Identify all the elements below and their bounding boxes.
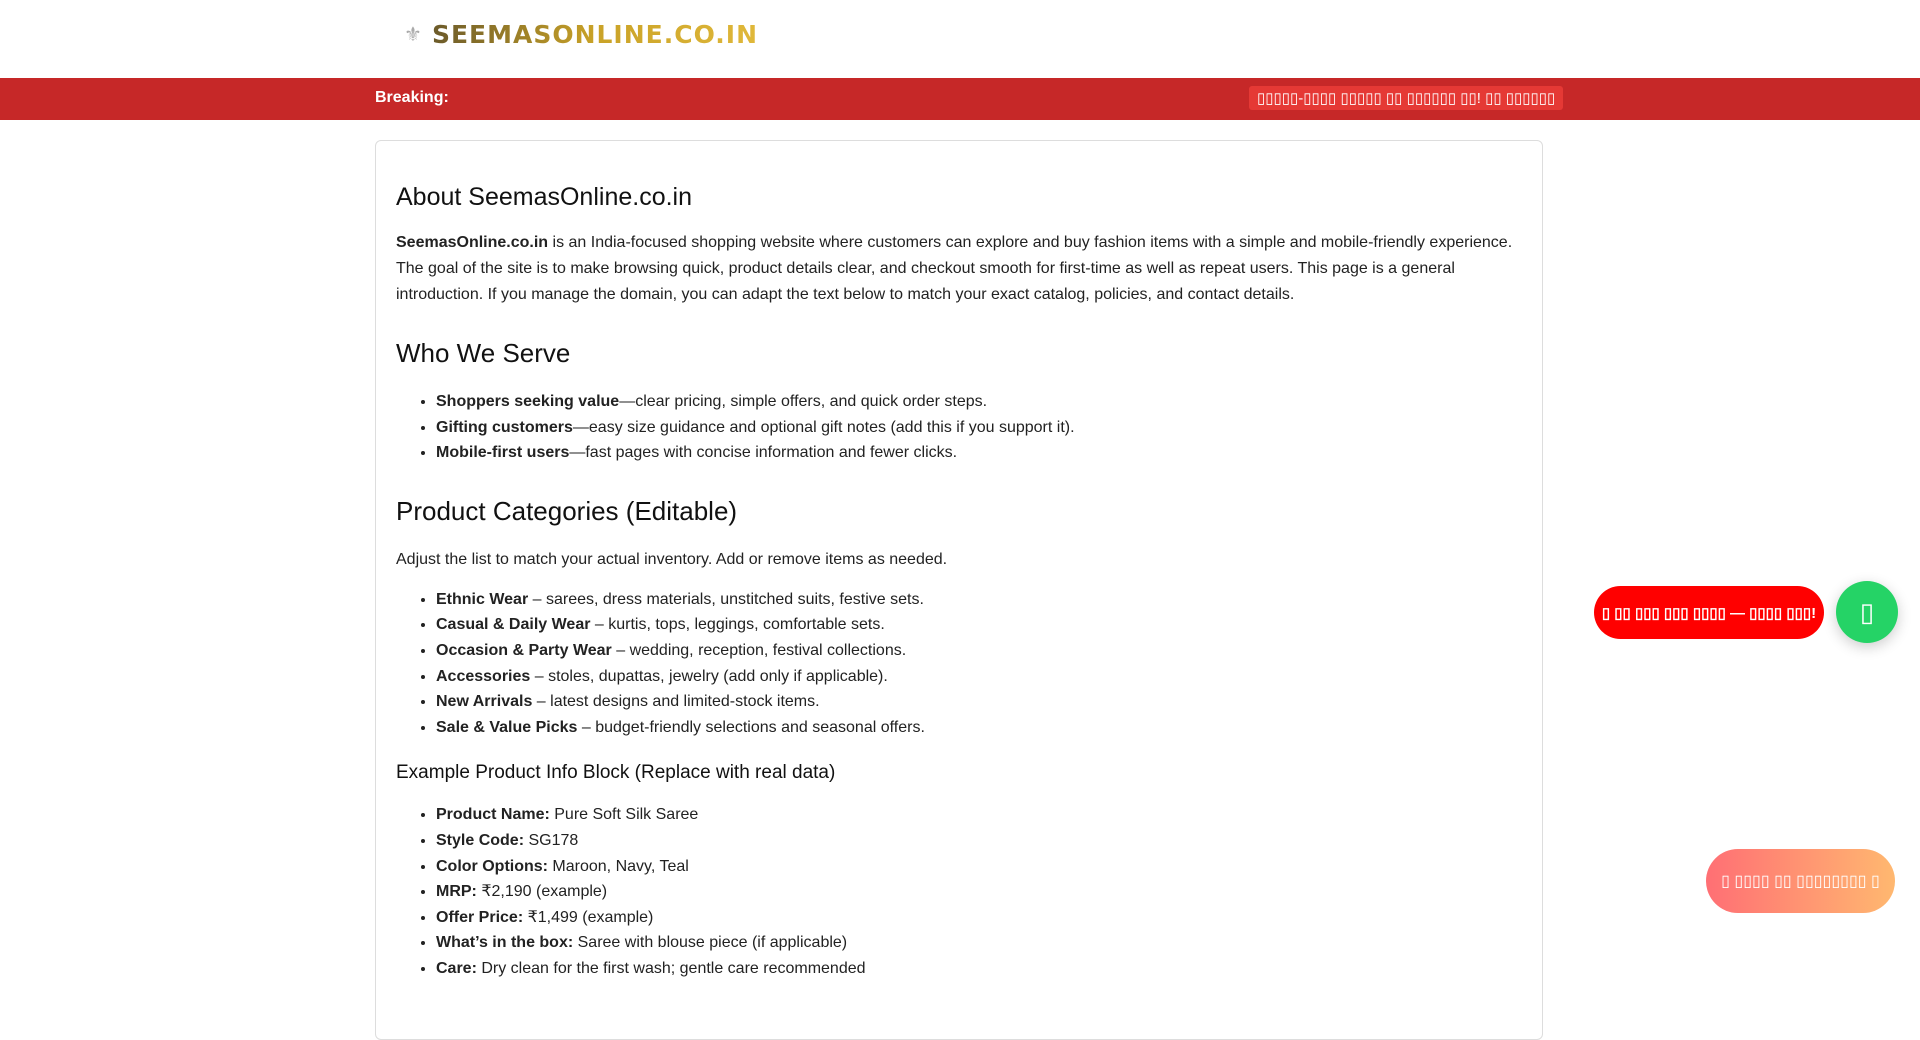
item-text: – stoles, dupattas, jewelry (add only if applicable).	[530, 667, 888, 685]
list-item	[436, 879, 1522, 905]
page-title: About SeemasOnline.co.in	[396, 183, 693, 211]
list-item	[436, 440, 1522, 466]
list-item	[436, 854, 1522, 880]
categories-intro: Adjust the list to match your actual inventory. Add or remove items as needed.	[396, 550, 948, 568]
item-label: Gifting customers	[436, 418, 573, 436]
intro-bold: SeemasOnline.co.in	[396, 234, 549, 251]
site-header	[0, 0, 1920, 78]
list-item	[436, 689, 1522, 715]
intro-paragraph	[396, 230, 1522, 308]
list-item	[436, 715, 1522, 741]
floating-bottom-button[interactable]: ▯ ▯▯▯▯ ▯▯ ▯▯▯▯▯▯▯▯ ▯	[1706, 849, 1895, 913]
example-list	[396, 802, 1522, 981]
item-label: Occasion & Party Wear	[436, 641, 612, 659]
item-label: Color Options:	[436, 857, 548, 875]
whatsapp-icon: ▯	[1859, 596, 1875, 627]
breaking-news-bar	[0, 78, 1920, 120]
serve-heading: Who We Serve	[396, 338, 571, 368]
example-heading: Example Product Info Block (Replace with real data)	[396, 762, 836, 784]
serve-list	[396, 389, 1522, 466]
whatsapp-button[interactable]	[1836, 581, 1898, 643]
breaking-ticker-item[interactable]: ▯▯▯▯▯-▯▯▯▯ ▯▯▯▯▯ ▯▯ ▯▯▯▯▯▯ ▯▯! ▯▯ ▯▯▯▯▯▯	[1249, 86, 1563, 110]
item-text: —fast pages with concise information and fewer clicks.	[569, 444, 958, 462]
item-text: —clear pricing, simple offers, and quick order steps.	[619, 393, 988, 410]
list-item	[436, 828, 1522, 854]
item-label: Ethnic Wear	[436, 590, 529, 608]
categories-list	[396, 587, 1522, 741]
item-label: What’s in the box:	[436, 934, 574, 952]
item-text: ₹2,190 (example)	[476, 883, 608, 901]
item-label: Casual & Daily Wear	[436, 616, 591, 634]
item-label: MRP:	[436, 883, 477, 901]
item-text: Maroon, Navy, Teal	[547, 857, 689, 875]
list-item	[436, 415, 1522, 441]
item-label: Accessories	[436, 667, 531, 685]
list-item	[436, 905, 1522, 931]
item-label: Style Code:	[436, 831, 525, 849]
list-item	[436, 664, 1522, 690]
list-item	[436, 612, 1522, 638]
item-label: Product Name:	[436, 806, 550, 824]
item-text: – latest designs and limited-stock items.	[532, 693, 820, 711]
item-label: New Arrivals	[436, 693, 533, 711]
item-text: —easy size guidance and optional gift notes (add this if you support it).	[572, 418, 1075, 436]
item-label: Offer Price:	[436, 908, 524, 926]
list-item	[436, 802, 1522, 828]
logo-text: SEEMASONLINE.CO.IN	[431, 20, 759, 49]
list-item	[436, 930, 1522, 956]
breaking-label: Breaking:	[375, 89, 449, 106]
fleur-icon: ⚜	[404, 24, 422, 46]
item-text: Saree with blouse piece (if applicable)	[573, 934, 848, 952]
list-item	[436, 638, 1522, 664]
item-label: Care:	[436, 959, 477, 977]
item-text: – sarees, dress materials, unstitched suits, festive sets.	[528, 590, 924, 608]
item-text: SG178	[524, 831, 579, 849]
list-item	[436, 389, 1522, 415]
floating-cta-button[interactable]: ▯ ▯▯ ▯▯▯ ▯▯▯ ▯▯▯▯ — ▯▯▯▯ ▯▯▯!	[1594, 586, 1824, 639]
item-label: Sale & Value Picks	[436, 718, 578, 736]
list-item	[436, 956, 1522, 982]
about-content-card	[375, 140, 1543, 1040]
intro-text: is an India-focused shopping website where customers can explore and buy fashion items with a simple and mobile-friendly experience. The goal of the site is to make browsing quick, product details clear, and checkout smooth for first-time as well as repeat users. This page is a general introduction. If you manage the domain, you can adapt the text below to match your exact catalog, policies, and contact details.	[396, 234, 1513, 303]
item-text: Pure Soft Silk Saree	[549, 806, 699, 824]
list-item	[436, 587, 1522, 613]
site-logo[interactable]	[404, 20, 758, 49]
item-label: Mobile-first users	[436, 444, 570, 462]
item-text: ₹1,499 (example)	[523, 908, 654, 926]
item-label: Shoppers seeking value	[436, 393, 620, 410]
item-text: Dry clean for the first wash; gentle care recommended	[476, 959, 866, 977]
categories-heading: Product Categories (Editable)	[396, 495, 738, 526]
item-text: – budget-friendly selections and seasonal offers.	[577, 718, 925, 736]
item-text: – kurtis, tops, leggings, comfortable sets.	[590, 616, 885, 634]
item-text: – wedding, reception, festival collections.	[611, 641, 907, 659]
